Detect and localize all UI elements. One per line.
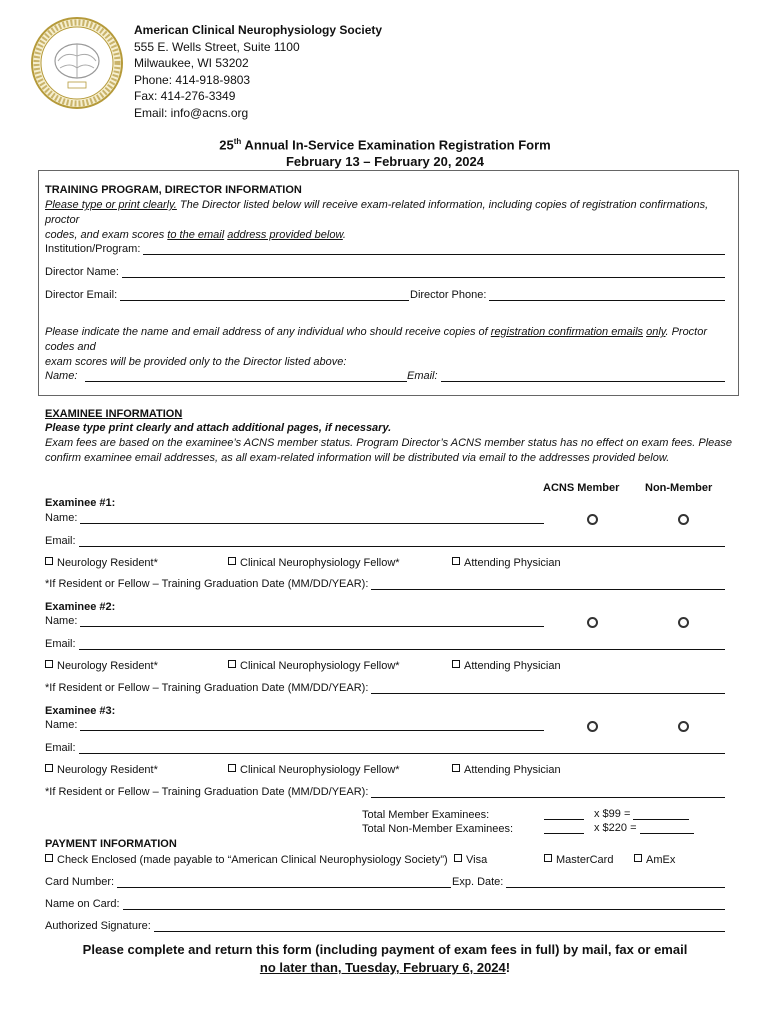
fellow-label: Clinical Neurophysiology Fellow* <box>240 660 400 672</box>
examinee-note-1: Exam fees are based on the examinee’s ACNS member status. Program Director’s ACNS member status has no effect on exam fees. Please <box>45 437 732 449</box>
fellow-label: Clinical Neurophysiology Fellow* <box>240 764 400 776</box>
examinee-2-label: Examinee #2: <box>45 601 116 613</box>
attending-label: Attending Physician <box>464 660 561 672</box>
total-nonmember-label: Total Non-Member Examinees: <box>362 823 514 835</box>
examinee-2-resident-option[interactable] <box>45 659 158 674</box>
checkbox-icon[interactable] <box>452 557 460 565</box>
examinee-3-email-label: Email: <box>45 742 76 754</box>
institution-label: Institution/Program: <box>45 243 141 255</box>
examinee-1-email-label: Email: <box>45 535 76 547</box>
examinee-2-fellow-option[interactable] <box>228 659 400 674</box>
check-enclosed-label: Check Enclosed (made payable to “American Clinical Neurophysiology Society”) <box>57 854 448 866</box>
examinee-3-attending-option[interactable] <box>452 763 561 778</box>
org-email: Email: info@acns.org <box>134 105 249 120</box>
total-member-label: Total Member Examinees: <box>362 809 490 821</box>
mastercard-option[interactable] <box>544 853 613 868</box>
examinee-heading: EXAMINEE INFORMATION <box>45 408 183 420</box>
examinee-2-nonmember-radio[interactable] <box>678 617 689 628</box>
examinee-note-2: confirm examinee email addresses, as all exam-related information will be distributed via email to the addresses provided below. <box>45 452 670 464</box>
checkbox-icon[interactable] <box>45 660 53 668</box>
member-fee-field[interactable] <box>594 808 689 820</box>
copy-note-underlined-2: only <box>646 326 666 338</box>
examinee-1-attending-option[interactable] <box>452 556 561 571</box>
signature-field[interactable] <box>45 920 725 932</box>
column-acns-member: ACNS Member <box>543 482 620 494</box>
examinee-1-fellow-option[interactable] <box>228 556 400 571</box>
title-text: Annual In-Service Examination Registration Form <box>241 137 551 153</box>
checkbox-icon[interactable] <box>452 660 460 668</box>
director-phone-label: Director Phone: <box>410 289 487 301</box>
fellow-label: Clinical Neurophysiology Fellow* <box>240 557 400 569</box>
copy-name-field[interactable] <box>45 370 407 382</box>
amex-label: AmEx <box>646 854 676 866</box>
org-name: American Clinical Neurophysiology Society <box>134 23 383 37</box>
footer-line-1: Please complete and return this form (including payment of exam fees in full) by mail, fax or email <box>82 942 688 957</box>
examinee-3-graduation-field[interactable] <box>45 786 725 798</box>
director-note-text-2: codes, and exam scores <box>45 229 168 241</box>
total-nonmember-count-field[interactable] <box>544 822 584 834</box>
copy-note-text-2: exam scores will be provided only to the Director listed above: <box>45 356 347 368</box>
examinee-3-name-label: Name: <box>45 719 78 731</box>
card-number-field[interactable] <box>45 876 451 888</box>
copy-email-field[interactable] <box>407 370 725 382</box>
member-fee-label: x $99 = <box>594 808 631 820</box>
examinee-2-email-label: Email: <box>45 638 76 650</box>
director-note <box>45 198 735 243</box>
checkbox-icon[interactable] <box>228 660 236 668</box>
payment-heading: PAYMENT INFORMATION <box>45 838 177 850</box>
footer-deadline: no later than, Tuesday, February 6, 2024 <box>259 960 506 975</box>
copy-recipient-note <box>45 325 735 370</box>
copy-name-label: Name: <box>45 370 78 382</box>
examinee-2-email-field[interactable] <box>45 638 725 650</box>
examinee-1-name-field[interactable] <box>45 512 544 524</box>
checkbox-icon[interactable] <box>228 557 236 565</box>
exp-date-label: Exp. Date: <box>452 876 504 888</box>
resident-label: Neurology Resident* <box>57 557 158 569</box>
footer-exclamation: ! <box>505 960 511 975</box>
checkbox-icon[interactable] <box>228 764 236 772</box>
examinee-2-member-radio[interactable] <box>587 617 598 628</box>
nonmember-fee-label: x $220 = <box>594 822 637 834</box>
institution-field[interactable] <box>45 243 725 255</box>
amex-option[interactable] <box>634 853 675 868</box>
card-number-label: Card Number: <box>45 876 115 888</box>
acns-seal-logo <box>30 16 124 110</box>
examinee-3-label: Examinee #3: <box>45 705 116 717</box>
nonmember-fee-field[interactable] <box>594 822 694 834</box>
graduation-label: *If Resident or Fellow – Training Graduation Date (MM/DD/YEAR): <box>45 786 369 798</box>
director-email-field[interactable] <box>45 289 409 301</box>
copy-note-text-1b: . Proctor codes and <box>45 326 708 353</box>
examinee-3-member-radio[interactable] <box>587 721 598 732</box>
examinee-1-label: Examinee #1: <box>45 497 116 509</box>
director-heading: TRAINING PROGRAM, DIRECTOR INFORMATION <box>45 184 302 196</box>
form-dates: February 13 – February 20, 2024 <box>285 154 484 170</box>
resident-label: Neurology Resident* <box>57 660 158 672</box>
director-note-underlined: Please type or print clearly. <box>45 199 177 211</box>
checkbox-icon[interactable] <box>634 854 642 862</box>
examinee-2-attending-option[interactable] <box>452 659 561 674</box>
examinee-3-email-field[interactable] <box>45 742 725 754</box>
director-phone-field[interactable] <box>410 289 725 301</box>
total-member-count-field[interactable] <box>544 808 584 820</box>
checkbox-icon[interactable] <box>544 854 552 862</box>
director-name-field[interactable] <box>45 266 725 278</box>
director-note-text-1: The Director listed below will receive exam-related information, including copies of registration confirmations, proctor <box>45 199 709 226</box>
director-note-underlined-3: address provided below <box>227 229 343 241</box>
examinee-1-email-field[interactable] <box>45 535 725 547</box>
director-name-label: Director Name: <box>45 266 119 278</box>
visa-option[interactable] <box>454 853 487 868</box>
exp-date-field[interactable] <box>452 876 725 888</box>
checkbox-icon[interactable] <box>452 764 460 772</box>
copy-note-underlined-1: registration confirmation emails <box>490 326 644 338</box>
check-enclosed-option[interactable] <box>45 853 448 868</box>
examinee-1-nonmember-radio[interactable] <box>678 514 689 525</box>
examinee-1-resident-option[interactable] <box>45 556 158 571</box>
examinee-3-nonmember-radio[interactable] <box>678 721 689 732</box>
examinee-note <box>45 436 735 466</box>
column-non-member: Non-Member <box>645 482 713 494</box>
examinee-1-name-label: Name: <box>45 512 78 524</box>
form-title <box>0 133 770 170</box>
org-address-2: Milwaukee, WI 53202 <box>134 56 249 71</box>
examinee-2-name-label: Name: <box>45 615 78 627</box>
checkbox-icon[interactable] <box>45 557 53 565</box>
examinee-2-name-field[interactable] <box>45 615 544 627</box>
graduation-label: *If Resident or Fellow – Training Graduation Date (MM/DD/YEAR): <box>45 682 369 694</box>
director-note-underlined-2: to the email <box>167 229 225 241</box>
examinee-3-fellow-option[interactable] <box>228 763 400 778</box>
organization-block <box>134 22 382 122</box>
director-email-label: Director Email: <box>45 289 118 301</box>
examinee-3-resident-option[interactable] <box>45 763 158 778</box>
checkbox-icon[interactable] <box>45 854 53 862</box>
signature-label: Authorized Signature: <box>45 920 151 932</box>
examinee-subheading: Please type print clearly and attach additional pages, if necessary. <box>45 422 392 434</box>
examinee-1-graduation-field[interactable] <box>45 578 725 590</box>
attending-label: Attending Physician <box>464 764 561 776</box>
org-phone: Phone: 414-918-9803 <box>134 72 251 87</box>
checkbox-icon[interactable] <box>45 764 53 772</box>
mastercard-label: MasterCard <box>556 854 614 866</box>
director-note-end: . <box>342 229 346 241</box>
resident-label: Neurology Resident* <box>57 764 158 776</box>
org-address-1: 555 E. Wells Street, Suite 1100 <box>134 39 300 54</box>
copy-note-text-1: Please indicate the name and email address of any individual who should receive copies of <box>45 326 491 338</box>
examinee-3-name-field[interactable] <box>45 719 544 731</box>
name-on-card-field[interactable] <box>45 898 725 910</box>
name-on-card-label: Name on Card: <box>45 898 120 910</box>
examinee-2-graduation-field[interactable] <box>45 682 725 694</box>
title-number: 25 <box>219 137 234 153</box>
examinee-1-member-radio[interactable] <box>587 514 598 525</box>
copy-email-label: Email: <box>407 370 438 382</box>
title-suffix: th <box>233 137 242 146</box>
attending-label: Attending Physician <box>464 557 561 569</box>
graduation-label: *If Resident or Fellow – Training Graduation Date (MM/DD/YEAR): <box>45 578 369 590</box>
checkbox-icon[interactable] <box>454 854 462 862</box>
org-fax: Fax: 414-276-3349 <box>134 89 236 104</box>
footer-instructions <box>0 941 770 977</box>
visa-label: Visa <box>466 854 488 866</box>
